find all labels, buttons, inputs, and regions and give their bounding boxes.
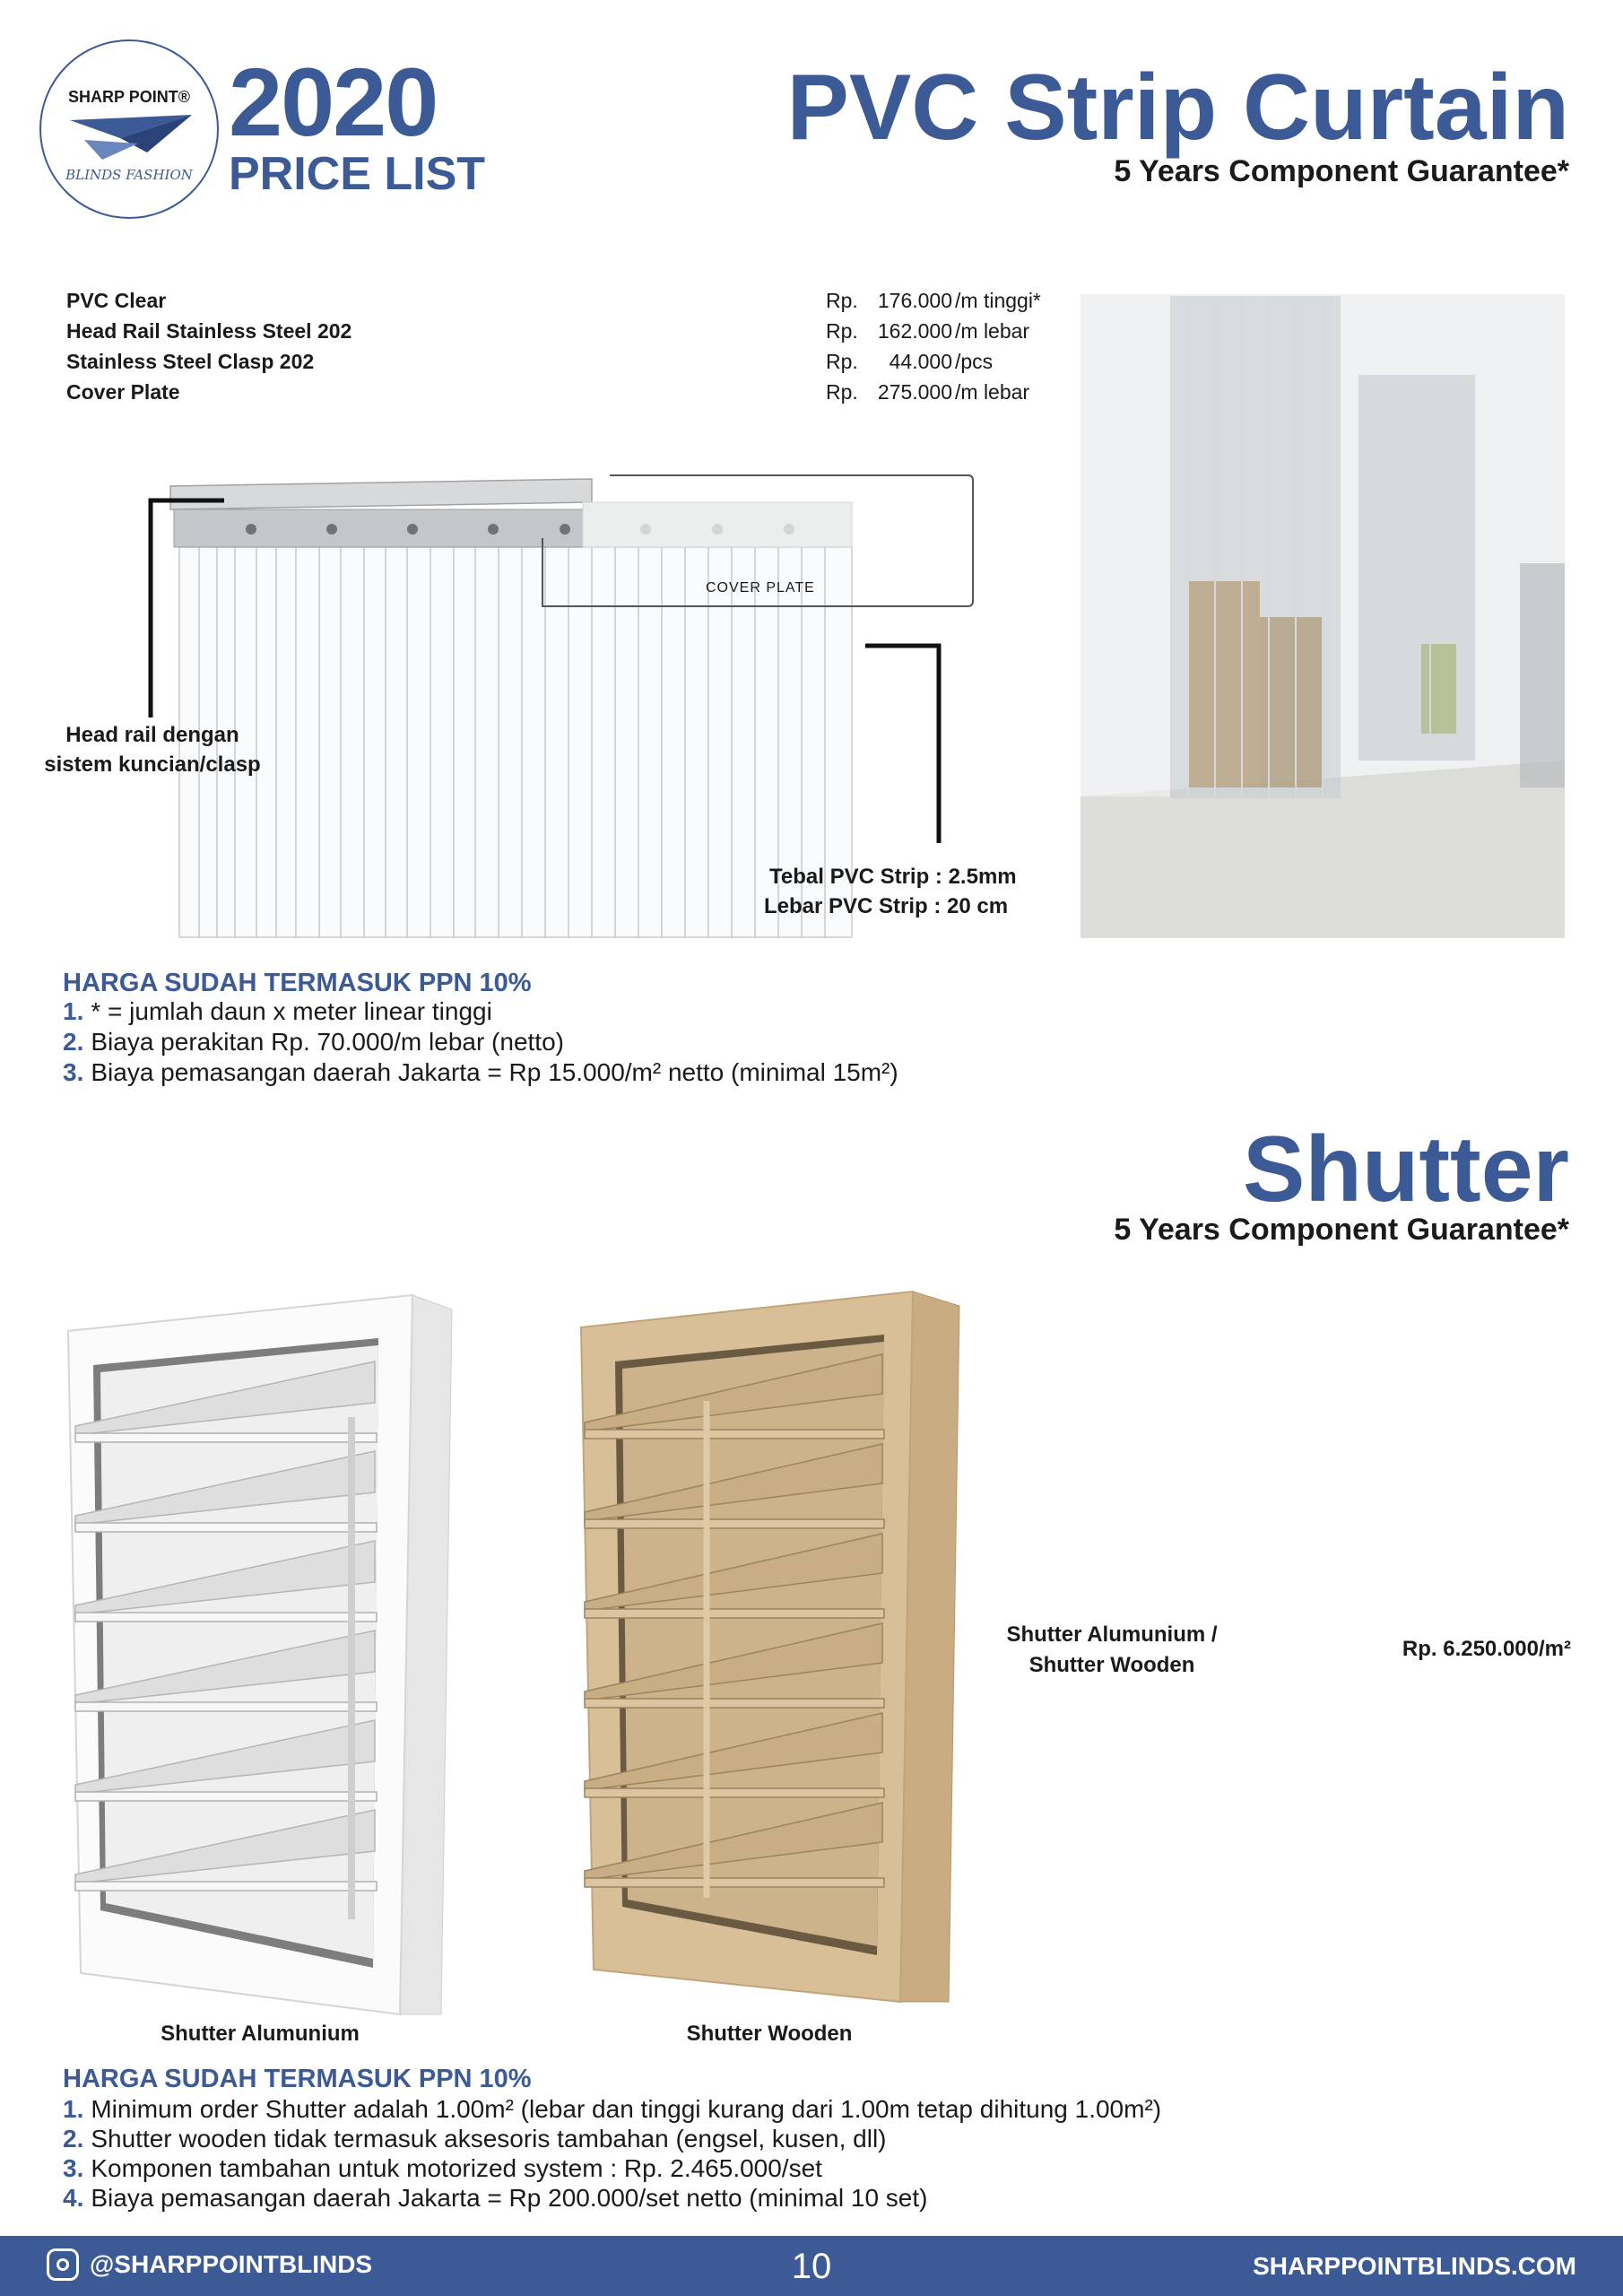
pvc-note-item [63,1058,898,1087]
note-text: Komponen tambahan untuk motorized system : Rp. 2.465.000/set [91,2154,822,2182]
shutter-notes-heading: HARGA SUDAH TERMASUK PPN 10% [63,2065,532,2093]
pvc-guarantee: 5 Years Component Guarantee* [1114,154,1569,188]
website-link[interactable]: SHARPPOINTBLINDS.COM [1253,2252,1576,2280]
pvc-item-unit: /m lebar [955,319,1030,343]
footer-bar [0,2236,1623,2296]
logo-tagline: BLINDS FASHION [65,167,193,183]
note-number: 3. [63,1058,84,1086]
note-number: 1. [63,2095,84,2123]
page-number: 10 [791,2247,832,2286]
head-rail-label-line2: sistem kuncian/clasp [44,752,261,777]
note-text: Shutter wooden tidak termasuk aksesoris tambahan (engsel, kusen, dll) [91,2125,887,2152]
shutter-note-item [63,2154,822,2183]
shutter-note-item [63,2125,887,2153]
brand-logo [39,39,219,219]
note-number: 3. [63,2154,84,2182]
pvc-notes-heading: HARGA SUDAH TERMASUK PPN 10% [63,969,532,997]
pvc-note-item [63,997,492,1026]
pvc-item-price: 176.000 [877,289,952,312]
caption-shutter-aluminium: Shutter Alumunium [161,2022,360,2046]
pvc-item-price: 275.000 [877,380,952,404]
instagram-handle-link[interactable]: @SHARPPOINTBLINDS [90,2250,373,2278]
shutter-aluminium-illustration [65,1292,459,2018]
note-text: Biaya perakitan Rp. 70.000/m lebar (netto) [91,1028,564,1056]
note-text: Biaya pemasangan daerah Jakarta = Rp 15.000/m² netto (minimal 15m²) [91,1058,898,1086]
note-number: 2. [63,1028,84,1056]
pvc-item-currency: Rp. [826,319,858,343]
note-number: 4. [63,2184,84,2212]
shutter-note-item [63,2095,1161,2124]
pvc-item-name: Cover Plate [66,380,180,404]
pvc-item-unit: /m tinggi* [955,289,1041,312]
price-list-heading: PRICE LIST [229,148,486,200]
pvc-item-name: Stainless Steel Clasp 202 [66,350,315,373]
pvc-item-name: PVC Clear [66,289,167,312]
pvc-item-unit: /m lebar [955,380,1030,404]
note-text: * = jumlah daun x meter linear tinggi [91,997,492,1025]
pvc-item-price: 162.000 [877,319,952,343]
note-text: Minimum order Shutter adalah 1.00m² (lebar dan tinggi kurang dari 1.00m tetap dihitung 1.00m²) [91,2095,1162,2123]
logo-brand-text: SHARP POINT® [68,88,190,106]
shutter-product-label: Shutter Alumunium / [1006,1622,1218,1647]
note-number: 1. [63,997,84,1025]
shutter-product-label-line2: Shutter Wooden [1028,1653,1195,1677]
price-list-year: 2020 [229,48,438,156]
pvc-item-currency: Rp. [826,380,858,404]
shutter-guarantee: 5 Years Component Guarantee* [1114,1213,1569,1247]
shutter-price: Rp. 6.250.000/m² [1402,1637,1571,1661]
pvc-item-name: Head Rail Stainless Steel 202 [66,319,352,343]
caption-shutter-wooden: Shutter Wooden [686,2022,853,2046]
pvc-item-currency: Rp. [826,350,858,373]
pvc-item-unit: /pcs [955,350,994,373]
pvc-note-item [63,1028,564,1057]
pvc-item-price: 44.000 [889,350,952,373]
note-number: 2. [63,2125,84,2152]
pvc-curtain-photo [1081,294,1565,938]
pvc-item-currency: Rp. [826,289,858,312]
note-text: Biaya pemasangan daerah Jakarta = Rp 200.000/set netto (minimal 10 set) [91,2184,928,2212]
shutter-section-title: Shutter [1243,1118,1569,1222]
pvc-section-title: PVC Strip Curtain [786,56,1569,160]
shutter-note-item [63,2184,927,2213]
strip-thickness-spec: Tebal PVC Strip : 2.5mm [769,865,1017,889]
shutter-wooden-illustration [577,1288,972,2005]
cover-plate-label: COVER PLATE [706,580,815,596]
logo-wing-icon [66,113,195,167]
head-rail-label: Head rail dengan [65,723,239,747]
strip-width-spec: Lebar PVC Strip : 20 cm [764,894,1009,918]
